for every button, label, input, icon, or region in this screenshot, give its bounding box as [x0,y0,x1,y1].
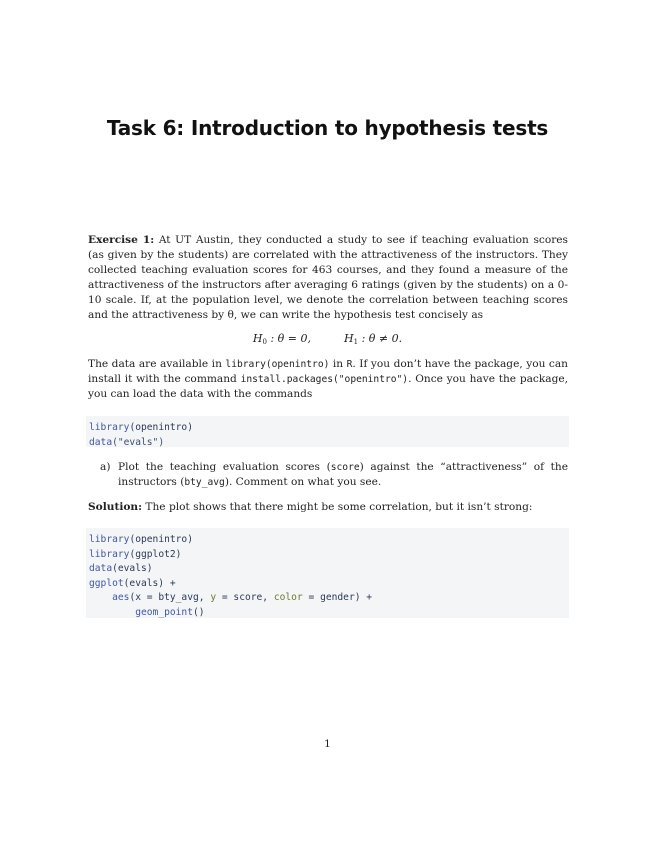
code-arg: ("evals") [112,436,165,448]
code-arg: () [192,606,205,618]
code-arg: (evals) + [123,577,176,589]
code-fn: library [89,422,130,433]
code-arg: = gender) + [302,592,373,603]
code-fn: data [89,563,113,574]
code-block-plot [86,528,569,618]
code-arg: (openintro) [129,422,193,433]
h0-subscript: 0 [262,338,267,346]
inline-code-install: install.packages("openintro") [240,374,409,385]
code-fn: library [89,534,130,545]
question-item-a [100,460,568,490]
inline-code-r: R [346,359,353,370]
solution-label: Solution: [88,501,143,513]
code-arg: (x = bty_avg, [129,592,211,603]
solution-text: The plot shows that there might be some correlation, but it isn’t strong: [142,501,533,513]
data-text-2: in [329,358,347,370]
code-arg: (ggplot2) [129,548,182,560]
h1-subscript: 1 [353,338,359,346]
solution-paragraph [88,500,568,515]
page-title: Task 6: Introduction to hypothesis tests [106,116,549,140]
page-number: 1 [324,738,331,750]
code-arg: = score, [216,592,274,603]
data-text-4: . Once you have the package, you can load the data with the commands [88,373,569,400]
code-fn: aes [112,592,130,603]
item-text-1: Plot the teaching evaluation scores ( [118,461,331,473]
item-label: a) [100,461,111,473]
code-arg-name: y [210,592,217,603]
data-availability-paragraph [88,357,568,402]
exercise-text: At UT Austin, they conducted a study to see if teaching evaluation scores (as given by the students) are correlated with the attractiveness of the instructors. They collected teaching evaluation scores for 463 courses, and they found a measure of the attractiveness of the instructors after averaging 6 ratings (given by the students) on a 0-10 scale. If, at the population level, we denote the correlation between teaching scores and the attractiveness by [88,234,568,321]
item-text-2: ) against the “attractiveness” of the instructors ( [118,461,568,488]
data-text-3: . If you don’t have the package, you can install it with the command [88,358,568,385]
h0-symbol: H [252,332,263,345]
code-arg-name: color [273,592,303,603]
code-fn: geom_point [135,606,193,618]
exercise-paragraph [88,233,568,323]
exercise-theta-text: θ, we can write the hypothesis test concisely as [227,309,484,321]
inline-code-library: library(openintro) [225,359,330,370]
item-text-3: ). Comment on what you see. [224,476,382,488]
inline-code-score: score [330,462,360,473]
item-text [118,460,568,490]
code-fn: library [89,548,130,560]
h0-expression: : θ = 0, [270,332,311,345]
code-fn: ggplot [89,577,124,589]
hypothesis-equation [0,332,655,346]
code-arg: (openintro) [129,534,193,545]
exercise-label: Exercise 1: [88,234,155,246]
code-fn: data [89,436,113,448]
code-block-load-data [86,416,569,447]
inline-code-bty-avg: bty_avg [184,477,225,488]
h1-expression: : θ ≠ 0. [361,332,403,345]
data-text-1: The data are available in [88,358,226,370]
h1-symbol: H [344,332,354,345]
code-arg: (evals) [112,563,153,574]
